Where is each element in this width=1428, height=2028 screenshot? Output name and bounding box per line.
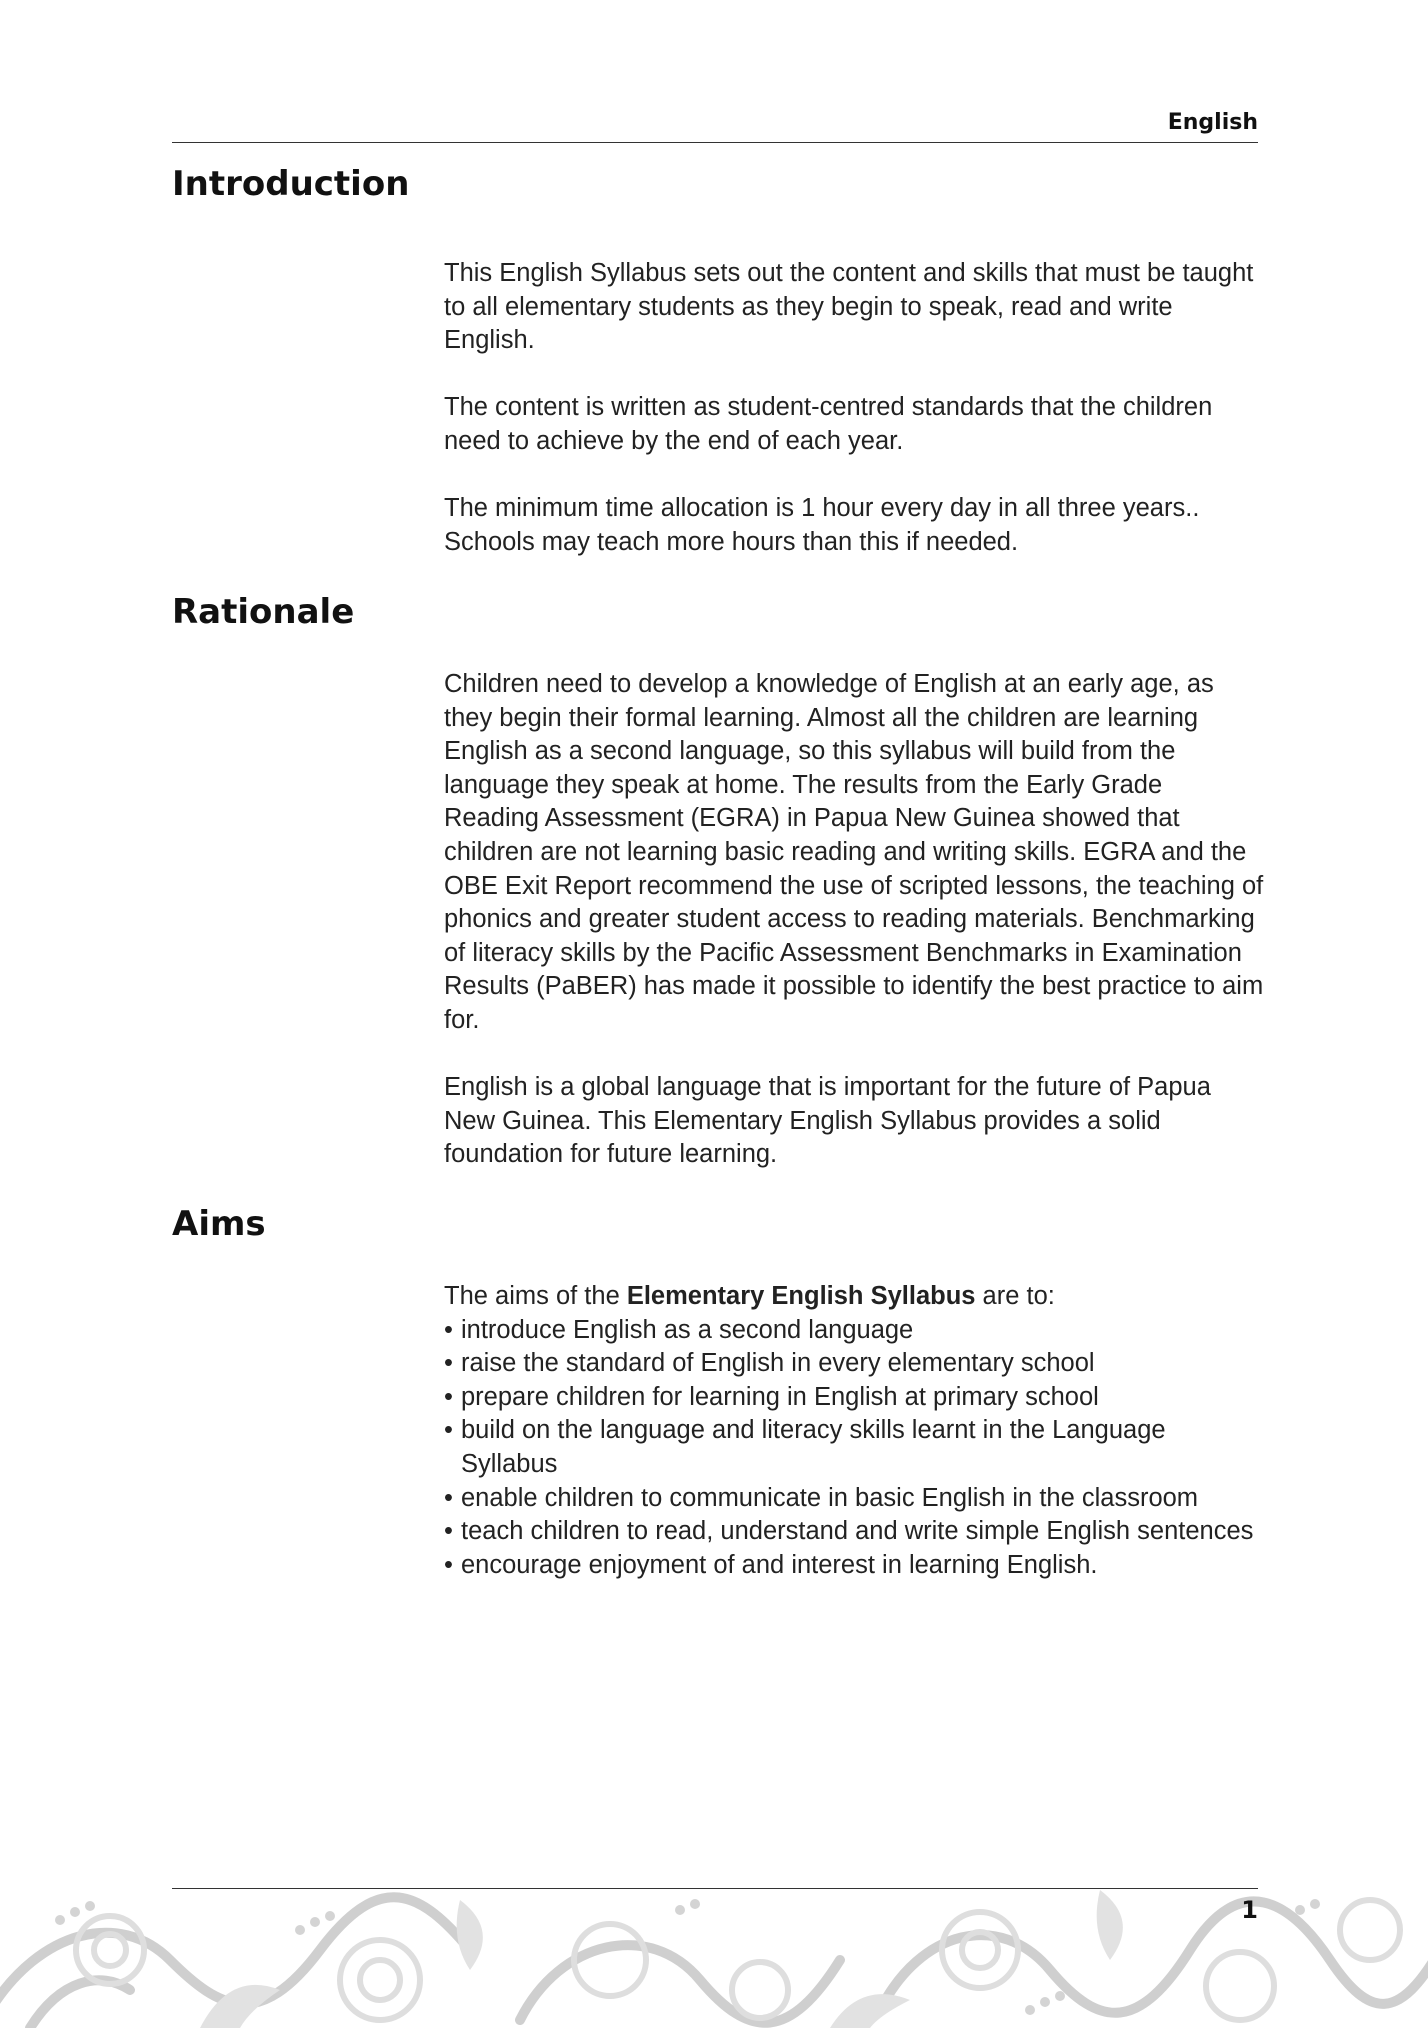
rationale-paragraph: English is a global language that is important for the future of Papua New Guinea. This Elementary English Syllabus provides a solid foundation for future learning. — [444, 1073, 1211, 1169]
aims-list-item: • build on the language and literacy skills learnt in the Language Syllabus — [444, 1414, 1264, 1481]
footer-rule — [172, 1888, 1258, 1889]
aims-list-item: • raise the standard of English in every elementary school — [444, 1347, 1264, 1381]
running-title: English — [1167, 110, 1258, 135]
aims-list-item: • encourage enjoyment of and interest in learning English. — [444, 1549, 1264, 1583]
introduction-heading: Introduction — [172, 164, 410, 204]
aims-intro-bold: Elementary English Syllabus — [626, 1282, 976, 1310]
page-number: 1 — [1241, 1896, 1258, 1924]
aims-list-item: • enable children to communicate in basic English in the classroom — [444, 1482, 1264, 1516]
aims-intro-before: The aims of the — [444, 1282, 627, 1310]
aims-intro-after: are to: — [975, 1282, 1055, 1310]
aims-list — [444, 1314, 1264, 1583]
aims-list-item: • teach children to read, understand and write simple English sentences — [444, 1515, 1264, 1549]
rationale-body — [444, 668, 1264, 1172]
aims-list-item: • introduce English as a second language — [444, 1314, 1264, 1348]
introduction-paragraph: The minimum time allocation is 1 hour every day in all three years.. Schools may teach more hours than this if needed. — [444, 494, 1200, 556]
aims-heading: Aims — [172, 1204, 266, 1244]
rationale-heading: Rationale — [172, 592, 355, 632]
introduction-body — [444, 257, 1264, 559]
introduction-paragraph: This English Syllabus sets out the content and skills that must be taught to all elementary students as they begin to speak, read and write English. — [444, 259, 1254, 355]
aims-body — [444, 1280, 1264, 1582]
aims-list-item: • prepare children for learning in English at primary school — [444, 1381, 1264, 1415]
decorative-swirl-pattern — [0, 1890, 1428, 2028]
rationale-paragraph: Children need to develop a knowledge of English at an early age, as they begin their formal learning. Almost all the children are learning English as a second language, so this syllabus will build from the language they speak at home. The results from the Early Grade Reading Assessment (EGRA) in Papua New Guinea showed that children are not learning basic reading and writing skills. EGRA and the OBE Exit Report recommend the use of scripted lessons, the teaching of phonics and greater student access to reading materials. Benchmarking of literacy skills by the Pacific Assessment Benchmarks in Examination Results (PaBER) has made it possible to identify the best practice to aim for. — [444, 670, 1264, 1034]
aims-intro — [444, 1280, 1264, 1314]
decorative-pattern-band — [0, 1890, 1428, 2028]
header-rule — [172, 142, 1258, 143]
introduction-paragraph: The content is written as student-centred standards that the children need to achieve by the end of each year. — [444, 393, 1213, 455]
